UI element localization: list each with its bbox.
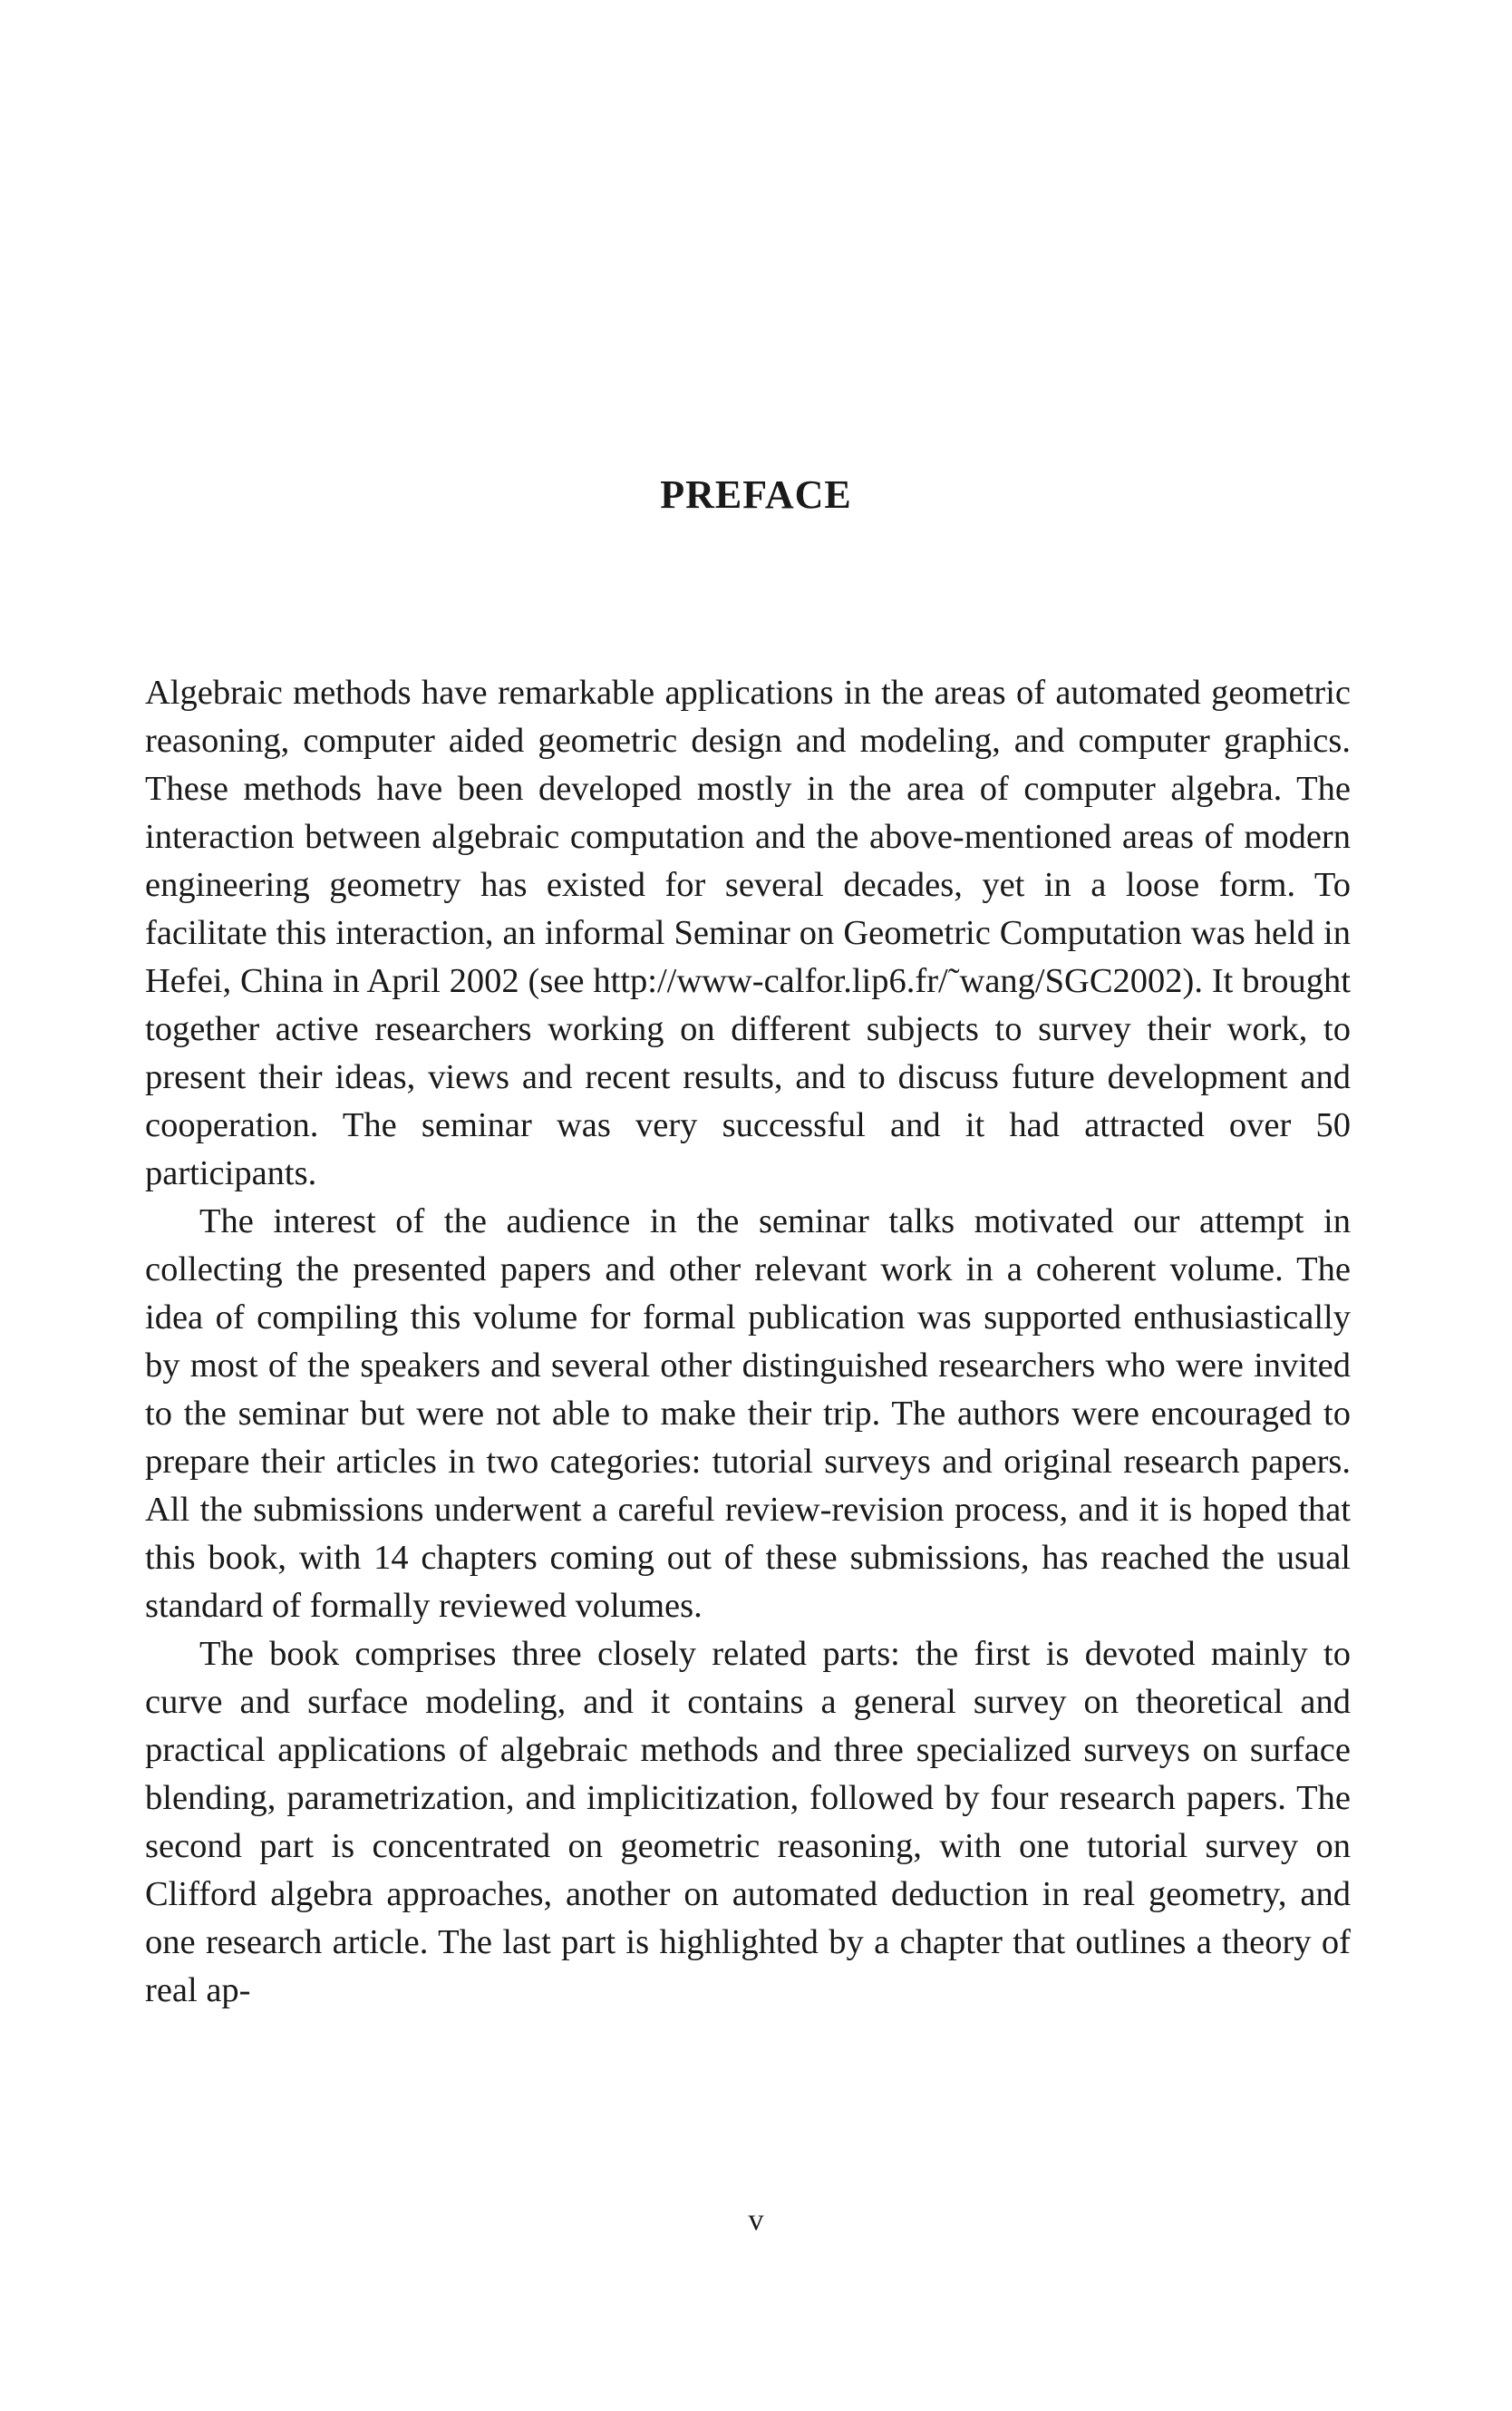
preface-body	[145, 669, 1351, 2015]
page-title: PREFACE	[660, 472, 852, 517]
paragraph-3: The book comprises three closely related parts: the first is devoted mainly to curve and surface modeling, and it contains a general survey on theoretical and practical applications of algebraic methods and three specialized surveys on surface blending, parametrization, and implicitization, followed by four research papers. The second part is concentrated on geometric reasoning, with one tutorial survey on Clifford algebra approaches, another on automated deduction in real geometry, and one research article. The last part is highlighted by a chapter that outlines a theory of real ap-	[145, 1635, 1351, 2009]
paragraph-1: Algebraic methods have remarkable applications in the areas of automated geometric reasoning, computer aided geometric design and modeling, and computer graphics. These methods have been developed mostly in the area of computer algebra. The interaction between algebraic computation and the above-mentioned areas of modern engineering geometry has existed for several decades, yet in a loose form. To facilitate this interaction, an informal Seminar on Geometric Computation was held in Hefei, China in April 2002 (see http://www-calfor.lip6.fr/˜wang/SGC2002). It brought together active researchers working on different subjects to survey their work, to present their ideas, views and recent results, and to discuss future development and cooperation. The seminar was very successful and it had attracted over 50 participants.	[145, 674, 1351, 1192]
paragraph-2: The interest of the audience in the seminar talks motivated our attempt in collecting the presented papers and other relevant work in a coherent volume. The idea of compiling this volume for formal publication was supported enthusiastically by most of the speakers and several other distinguished researchers who were invited to the seminar but were not able to make their trip. The authors were encouraged to prepare their articles in two categories: tutorial surveys and original research papers. All the submissions underwent a careful review-revision process, and it is hoped that this book, with 14 chapters coming out of these submissions, has reached the usual standard of formally reviewed volumes.	[145, 1202, 1351, 1625]
page-number: v	[748, 2203, 764, 2237]
